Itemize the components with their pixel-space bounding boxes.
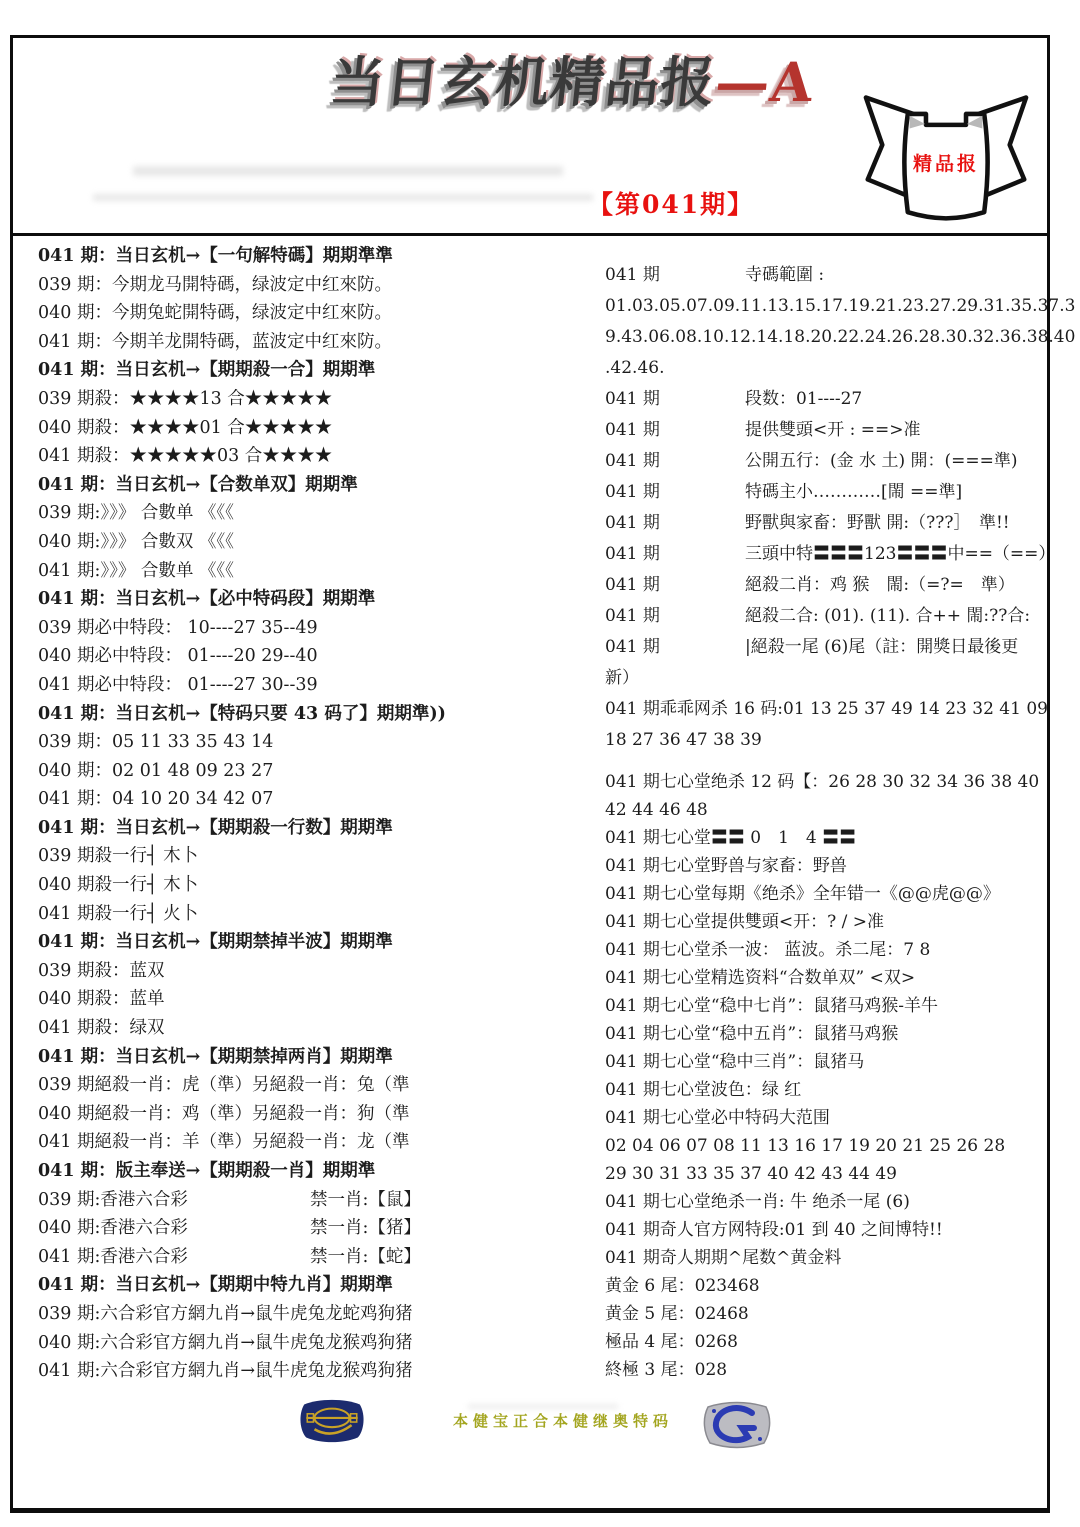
report-line [38, 299, 613, 328]
badge-label: 精品报 [912, 153, 979, 175]
line-text: 040 期:香港六合彩 [38, 1218, 188, 1239]
line-text: 黄金 5 尾：02468 [605, 1304, 749, 1324]
line-issue-label: 041 期 [605, 482, 660, 502]
report-line [38, 1043, 613, 1072]
line-text: 041 期：版主奉送→【期期殺一肖】期期準 [38, 1161, 376, 1181]
line-text: |絕殺一尾 (6)尾（註：開獎日最後更 [745, 637, 1019, 657]
report-line [605, 796, 1043, 824]
report-line [38, 1214, 613, 1243]
report-line [38, 728, 613, 757]
report-line [605, 1272, 1043, 1300]
report-line [605, 880, 1043, 908]
line-text: 040 期：02 01 48 09 23 27 [38, 760, 274, 781]
line-text: 041 期：当日玄机→【特码只要 43 码了】期期準)) [38, 703, 446, 724]
line-text: 公開五行：(金 水 土) 開：(===準) [745, 451, 1018, 471]
line-text: 041 期七心堂野兽与家畜：野兽 [605, 856, 847, 876]
line-text: 041 期奇人官方网特段:01 到 40 之间博特!! [605, 1220, 943, 1240]
report-line [38, 1100, 613, 1129]
line-text: 041 期七心堂必中特码大范围 [605, 1108, 830, 1128]
line-text: 040 期必中特段： 01----20 29--40 [38, 646, 318, 667]
line-text: 01.03.05.07.09.11.13.15.17.19.21.23.27.29.31.35.37.3 [605, 296, 1076, 316]
line-text: 野獸與家畜：野獸 開:（???］ 準!! [745, 513, 1010, 533]
header [13, 38, 1047, 236]
line-text: 041 期：当日玄机→【期期殺一行数】期期準 [38, 817, 393, 838]
scan-smudge [133, 166, 563, 176]
report-line [38, 785, 613, 814]
report-line [38, 385, 613, 414]
report-line [38, 356, 613, 385]
line-text: 039 期:六合彩官方網九肖→鼠牛虎兔龙蛇鸡狗猪 [38, 1303, 413, 1324]
line-text: 039 期殺：★★★★13 合★★★★★ [38, 388, 333, 409]
line-text: 特碼主小…………[閙 ==準] [745, 482, 963, 502]
line-issue-label: 041 期 [605, 544, 660, 564]
left-column [38, 242, 613, 1386]
report-line [605, 964, 1043, 992]
line-text: 041 期殺：绿双 [38, 1018, 165, 1039]
report-line [38, 1300, 613, 1329]
line-text: 041 期:六合彩官方網九肖→鼠牛虎兔龙猴鸡狗猪 [38, 1361, 413, 1382]
report-line [605, 477, 1043, 508]
line-text: 041 期七心堂“稳中五肖”：鼠猪马鸡猴 [605, 1024, 899, 1044]
scan-smudge [93, 194, 593, 201]
line-text: 040 期：今期兔蛇開特碼，绿波定中红來防。 [38, 303, 392, 324]
line-text: 041 期：当日玄机→【期期中特九肖】期期準 [38, 1275, 393, 1296]
report-line [605, 1160, 1043, 1188]
report-line [38, 871, 613, 900]
report-line [605, 908, 1043, 936]
line-issue-label: 041 期 [605, 606, 660, 626]
line-text: 041 期七心堂绝杀一肖: 牛 绝杀一尾 (6) [605, 1192, 910, 1212]
report-line [38, 414, 613, 443]
report-line [605, 663, 1043, 694]
issue-number: 【第041期】 [588, 190, 755, 219]
line-text: 041 期：今期羊龙開特碼，蓝波定中红來防。 [38, 331, 392, 352]
scan-smudge [468, 1404, 618, 1409]
report-line [38, 1357, 613, 1386]
line-text: .42.46. [605, 358, 665, 378]
report-line [605, 601, 1043, 632]
footer-calligraphy: 本健宝正合本健继奥特码 [452, 1412, 673, 1430]
report-line [38, 1014, 613, 1043]
line-text: 041 期七心堂波色：绿 红 [605, 1080, 802, 1100]
line-text: 041 期：当日玄机→【必中特码段】期期準 [38, 589, 376, 610]
right-column [605, 260, 1076, 1384]
report-line [38, 1071, 613, 1100]
report-line [38, 1271, 613, 1300]
report-line [605, 824, 1043, 852]
report-line [38, 557, 613, 586]
line-text: 新） [605, 668, 639, 688]
report-line [38, 957, 613, 986]
line-text: 041 期：04 10 20 34 42 07 [38, 789, 274, 810]
line-text: 041 期必中特段： 01----27 30--39 [38, 674, 318, 695]
line-right-text: 禁一肖:【猪】 [310, 1218, 421, 1239]
report-line [605, 1328, 1043, 1356]
report-line [38, 642, 613, 671]
line-text: 041 期七心堂绝杀 12 码【：26 28 30 32 34 36 38 40 [605, 772, 1040, 792]
report-line [38, 328, 613, 357]
report-line [605, 322, 1076, 353]
line-text: 極品 4 尾：0268 [605, 1332, 738, 1352]
report-line [605, 936, 1043, 964]
line-text: 041 期:》》》 合數单 《《《 [38, 560, 234, 581]
page-frame [10, 35, 1076, 1513]
line-text: 終極 3 尾：028 [605, 1360, 728, 1380]
footer-left-logo-icon [298, 1398, 366, 1444]
line-text: 041 期七心堂精选资料“合数单双” <双> [605, 968, 916, 988]
line-text: 039 期絕殺一肖：虎（準）另絕殺一肖：兔（準 [38, 1075, 410, 1096]
report-line [38, 585, 613, 614]
report-line [38, 499, 613, 528]
line-text: 黄金 6 尾：023468 [605, 1276, 760, 1296]
report-line [605, 570, 1043, 601]
report-line [38, 242, 613, 271]
report-line [38, 528, 613, 557]
line-text: 02 04 06 07 08 11 13 16 17 19 20 21 25 26 28 [605, 1136, 1006, 1156]
report-line [38, 814, 613, 843]
report-line [38, 757, 613, 786]
line-issue-label: 041 期 [605, 637, 660, 657]
page-title-main: 当日玄机精品报 [327, 50, 719, 114]
line-text: 039 期：今期龙马開特碼，绿波定中红來防。 [38, 274, 392, 295]
report-line [605, 353, 1043, 384]
line-text: 041 期七心堂杀一波： 蓝波。杀二尾：7 8 [605, 940, 931, 960]
report-line [38, 1157, 613, 1186]
report-line [605, 1216, 1043, 1244]
report-line [605, 446, 1043, 477]
report-line [38, 442, 613, 471]
footer-right-logo-icon [700, 1401, 774, 1449]
line-text: 040 期:》》》 合數双 《《《 [38, 531, 234, 552]
line-text: 041 期：当日玄机→【期期禁掉半波】期期準 [38, 932, 393, 953]
line-text: 039 期:香港六合彩 [38, 1189, 188, 1210]
line-text: 041 期七心堂提供雙頭<开：? / >准 [605, 912, 884, 932]
line-text: 絕殺二合: (01). (11). 合++ 閙:??合: [745, 606, 1031, 626]
report-line [605, 1244, 1043, 1272]
line-text: 041 期：当日玄机→【期期禁掉两肖】期期準 [38, 1046, 393, 1067]
page-title [327, 40, 818, 117]
report-line [38, 1329, 613, 1358]
report-line [38, 928, 613, 957]
line-right-text: 禁一肖:【蛇】 [310, 1246, 421, 1267]
report-line [605, 1048, 1043, 1076]
line-text: 041 期絕殺一肖：羊（準）另絕殺一肖：龙（準 [38, 1132, 410, 1153]
line-text: 041 期:香港六合彩 [38, 1246, 188, 1267]
report-line [605, 415, 1043, 446]
line-text: 041 期奇人期期^尾数^黄金料 [605, 1248, 842, 1268]
report-line [605, 1356, 1043, 1384]
report-line [605, 291, 1076, 322]
line-text: 040 期殺：蓝单 [38, 989, 165, 1010]
line-issue-label: 041 期 [605, 420, 660, 440]
report-line [38, 271, 613, 300]
report-line [605, 260, 1043, 291]
line-text: 041 期七心堂每期《绝杀》全年错一《@@虎@@》 [605, 884, 1000, 904]
line-text: 041 期殺：★★★★★03 合★★★★ [38, 446, 333, 467]
report-line [605, 1132, 1043, 1160]
line-text: 041 期：当日玄机→【合数单双】期期準 [38, 474, 358, 495]
line-text: 18 27 36 47 38 39 [605, 730, 762, 750]
report-line [605, 1020, 1043, 1048]
report-line [38, 1186, 613, 1215]
line-issue-label: 041 期 [605, 389, 660, 409]
report-line [38, 614, 613, 643]
line-text: 041 期：当日玄机→【一句解特碼】期期準準 [38, 246, 393, 266]
page-title-suffix: —A [712, 50, 817, 114]
report-line [38, 900, 613, 929]
line-text: 041 期七心堂“稳中三肖”：鼠猪马 [605, 1052, 865, 1072]
report-line [38, 842, 613, 871]
report-line [605, 725, 1043, 756]
line-text: 041 期殺一行┤ 火卜 [38, 903, 199, 924]
report-line [605, 508, 1043, 539]
report-line [605, 992, 1043, 1020]
line-issue-label: 041 期 [605, 513, 660, 533]
line-text: 039 期必中特段： 10----27 35--49 [38, 617, 318, 638]
report-line [605, 852, 1043, 880]
line-text: 040 期殺：★★★★01 合★★★★★ [38, 417, 333, 438]
line-text: 29 30 31 33 35 37 40 42 43 44 49 [605, 1164, 897, 1184]
line-text: 絕殺二肖：鸡 猴 閙:（=?= 準） [745, 575, 1015, 595]
line-text: 041 期乖乖网杀 16 码:01 13 25 37 49 14 23 32 41 09 [605, 699, 1048, 719]
line-text: 041 期：当日玄机→【期期殺一合】期期準 [38, 360, 376, 381]
line-text: 040 期殺一行┤ 木卜 [38, 875, 199, 896]
report-line [605, 1188, 1043, 1216]
line-text: 段数：01----27 [745, 389, 863, 409]
line-text: 039 期殺：蓝双 [38, 960, 165, 981]
report-line [605, 632, 1043, 663]
line-text: 039 期:》》》 合數单 《《《 [38, 503, 234, 524]
line-text: 039 期殺一行┤ 木卜 [38, 846, 199, 867]
report-line [38, 1128, 613, 1157]
line-text: 041 期七心堂“稳中七肖”：鼠猪马鸡猴-羊牛 [605, 996, 938, 1016]
line-right-text: 禁一肖:【鼠】 [310, 1189, 421, 1210]
line-issue-label: 041 期 [605, 451, 660, 471]
line-text: 9.43.06.08.10.12.14.18.20.22.24.26.28.30.32.36.38.40 [605, 327, 1076, 347]
report-line [38, 471, 613, 500]
line-text: 039 期：05 11 33 35 43 14 [38, 732, 274, 753]
report-line [605, 384, 1043, 415]
report-line [605, 539, 1056, 570]
report-line [38, 671, 613, 700]
line-issue-label: 041 期 [605, 265, 660, 285]
report-line [38, 700, 613, 729]
ribbon-badge [855, 83, 1037, 233]
report-line [605, 694, 1048, 725]
line-issue-label: 041 期 [605, 575, 660, 595]
report-line [38, 985, 613, 1014]
line-text: 040 期絕殺一肖：鸡（準）另絕殺一肖：狗（準 [38, 1103, 410, 1124]
line-text: 041 期七心堂〓〓 0 1 4 〓〓 [605, 828, 857, 848]
report-line [605, 768, 1043, 796]
report-line [605, 1300, 1043, 1328]
line-text: 提供雙頭<开 : ==>准 [745, 420, 921, 440]
report-line [605, 1104, 1043, 1132]
report-line [605, 1076, 1043, 1104]
line-text: 42 44 46 48 [605, 800, 708, 820]
line-text: 寺碼範圍 : [745, 265, 825, 285]
line-text: 040 期:六合彩官方網九肖→鼠牛虎兔龙猴鸡狗猪 [38, 1332, 413, 1353]
line-text: 三頭中特〓〓〓123〓〓〓中==（==） [745, 544, 1056, 564]
report-line [38, 1243, 613, 1272]
